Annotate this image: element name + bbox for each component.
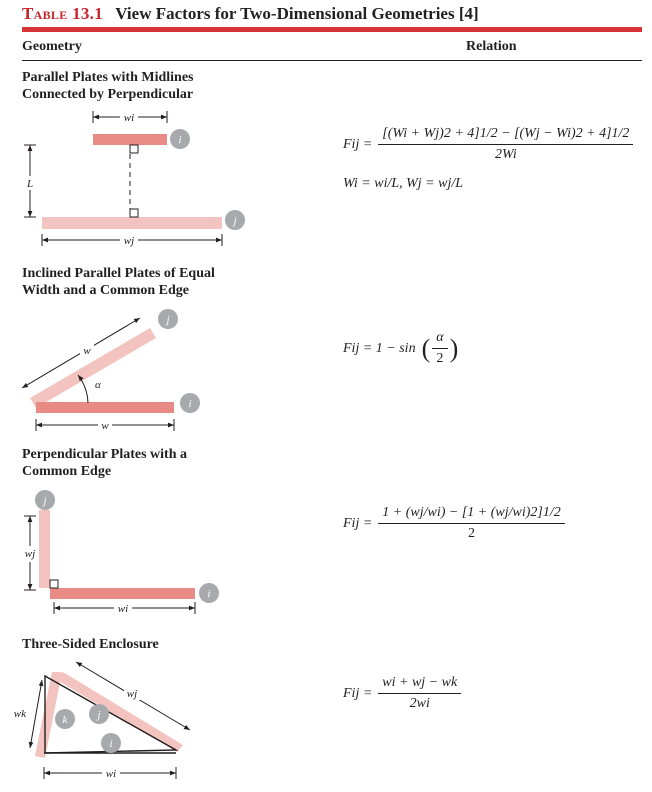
relation-arg-numerator: α bbox=[432, 330, 447, 349]
section-title-inclined-plates: Inclined Parallel Plates of Equal Width and a Common Edge bbox=[22, 266, 215, 298]
label-wj: wj bbox=[24, 548, 36, 560]
relation-numerator: 1 + (wj/wi) − [1 + (wj/wi)2]1/2 bbox=[378, 505, 564, 524]
svg-text:j: j bbox=[97, 709, 101, 721]
plate-j bbox=[42, 217, 222, 229]
right-angle-marker bbox=[130, 145, 138, 153]
relation-denominator: 2Wi bbox=[494, 147, 517, 162]
column-header-relation: Relation bbox=[466, 39, 517, 54]
right-angle-marker bbox=[130, 209, 138, 217]
column-header-geometry: Geometry bbox=[22, 39, 82, 54]
relation-arg-denominator: 2 bbox=[436, 351, 444, 366]
label-wk: wk bbox=[13, 708, 26, 720]
relation-lhs: Fij = bbox=[343, 515, 373, 531]
label-w: w bbox=[101, 420, 109, 432]
relation-lhs: Fij = bbox=[343, 136, 373, 152]
section-title-perpendicular-plates: Perpendicular Plates with a Common Edge bbox=[22, 447, 188, 479]
relation-numerator: [(Wi + Wj)2 + 4]1/2 − [(Wj − Wi)2 + 4]1/2 bbox=[378, 126, 633, 145]
label-L: L bbox=[26, 178, 34, 190]
svg-text:j: j bbox=[233, 215, 237, 227]
plate-i bbox=[50, 588, 195, 599]
svg-text:i: i bbox=[109, 738, 113, 750]
label-wi: wi bbox=[105, 768, 117, 780]
label-alpha: α bbox=[95, 379, 101, 391]
label-wj: wj bbox=[126, 688, 138, 700]
table-number: Table 13.1 bbox=[22, 4, 104, 23]
plate-i bbox=[36, 402, 174, 413]
svg-text:k: k bbox=[62, 714, 68, 726]
relation-numerator: wi + wj − wk bbox=[378, 675, 461, 694]
plate-j bbox=[30, 328, 156, 408]
section-title-three-sided-enclosure: Three-Sided Enclosure bbox=[22, 637, 159, 652]
label-wi: wi bbox=[123, 112, 135, 124]
relation-lhs: Fij = 1 − sin bbox=[343, 340, 416, 356]
section-title-parallel-plates: Parallel Plates with Midlines Connected by Perpendicular bbox=[22, 70, 194, 102]
right-angle-marker bbox=[50, 580, 58, 588]
table-caption: View Factors for Two-Dimensional Geometries [4] bbox=[115, 4, 479, 23]
svg-text:i: i bbox=[188, 398, 192, 410]
svg-text:i: i bbox=[178, 134, 182, 146]
svg-text:j: j bbox=[166, 314, 170, 326]
relation-lhs: Fij = bbox=[343, 685, 373, 701]
relation-denominator: 2wi bbox=[409, 696, 430, 711]
label-wj: wj bbox=[123, 235, 135, 247]
label-wi: wi bbox=[117, 603, 129, 615]
left-paren: ( bbox=[421, 333, 431, 363]
label-w: w bbox=[83, 345, 91, 357]
diagram-perpendicular-plates bbox=[22, 490, 219, 615]
plate-j bbox=[39, 510, 50, 588]
svg-text:i: i bbox=[207, 588, 211, 600]
svg-text:j: j bbox=[43, 495, 47, 507]
relation-definitions: Wi = wi/L, Wj = wj/L bbox=[343, 176, 464, 191]
diagram-parallel-plates bbox=[24, 110, 245, 247]
right-paren: ) bbox=[449, 333, 459, 363]
plate-i bbox=[93, 134, 167, 145]
diagram-three-sided-enclosure bbox=[14, 662, 190, 780]
relation-denominator: 2 bbox=[468, 526, 476, 541]
diagram-inclined-plates bbox=[22, 309, 200, 432]
